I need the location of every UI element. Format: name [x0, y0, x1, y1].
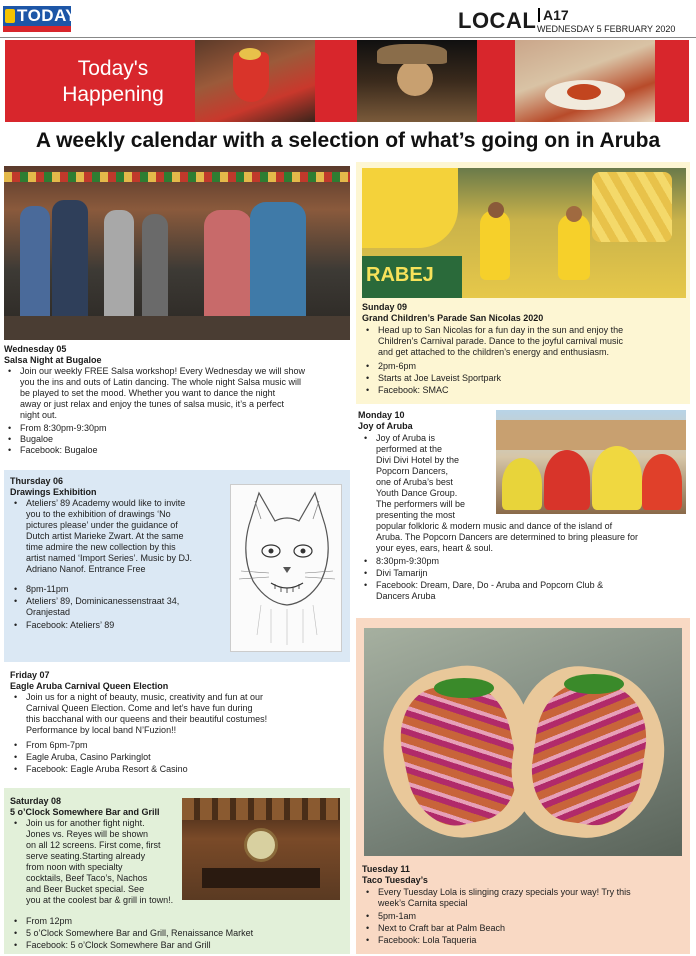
event-day: Tuesday 11	[362, 864, 410, 874]
event-facebook-link[interactable]: • Facebook: 5 o’Clock Somewhere Bar and Grill	[26, 940, 211, 951]
logo-badge-icon	[5, 9, 15, 23]
event-day: Friday 07	[10, 670, 50, 680]
event-time: • 5pm-1am	[378, 911, 416, 922]
event-title: Joy of Aruba	[358, 421, 413, 431]
event-location: • Eagle Aruba, Casino Parkinglot	[26, 752, 151, 763]
event-friday	[4, 664, 350, 786]
photo-popcorn-dancers	[496, 410, 686, 514]
event-wednesday	[4, 166, 350, 468]
page-number: A17	[538, 8, 569, 22]
event-time: • 8:30pm-9:30pm	[376, 556, 439, 567]
event-description: • Joy of Aruba is performed at the Divi Divi Hotel by the Popcorn Dancers, one of Aruba’s best Youth Dance Group. The performers will be presenting the most popular folkloric & modern music and dance of the island of Aruba. The Popcorn Dancers are determined to bring pleasure for your eyes, ears, heart & soul.	[376, 433, 688, 554]
event-title: Grand Children’s Parade San Nicolas 2020	[362, 313, 544, 323]
event-location: • Starts at Joe Laveist Sportpark	[378, 373, 501, 384]
event-location: • Divi Tamarijn	[376, 568, 427, 579]
event-title: Taco Tuesday’s	[362, 875, 428, 885]
photo-tacos	[364, 628, 682, 856]
event-tuesday	[356, 618, 690, 954]
masthead	[0, 0, 696, 38]
banner-photo-food	[515, 40, 655, 122]
banner-title-line1: Today's	[77, 57, 149, 80]
event-day: Saturday 08	[10, 796, 62, 806]
event-saturday	[4, 788, 350, 954]
event-time: • 2pm-6pm	[378, 361, 416, 372]
event-title: 5 o’Clock Somewhere Bar and Grill	[10, 807, 160, 817]
event-day: Wednesday 05	[4, 344, 67, 354]
section-name: LOCAL	[458, 8, 537, 33]
banner-title-line2: Happening	[62, 83, 164, 106]
event-facebook-link[interactable]: • Facebook: Ateliers’ 89	[26, 620, 114, 631]
event-description: • Join our weekly FREE Salsa workshop! Every Wednesday we will show you the ins and outs of Latin dancing. The whole night Salsa music will be played to set the mood. Whether you want to dance the night away or just relax and enjoy the tunes of salsa music, it’s a perfect night out.	[20, 366, 348, 421]
event-facebook-link[interactable]: • Facebook: Eagle Aruba Resort & Casino	[26, 764, 188, 775]
event-location: • Bugaloe	[20, 434, 53, 445]
event-time: • From 8:30pm-9:30pm	[20, 423, 107, 434]
event-facebook-link[interactable]: • Facebook: SMAC	[378, 385, 449, 396]
event-time: • From 6pm-7pm	[26, 740, 88, 751]
photo-salsa-dancers	[4, 166, 350, 340]
event-day: Thursday 06	[10, 476, 64, 486]
event-thursday	[4, 470, 350, 662]
parade-sign-text: RABEJ	[366, 264, 434, 286]
banner-photo-carnival	[357, 40, 477, 122]
event-description: • Every Tuesday Lola is slinging crazy specials your way! Try this week’s Carnita special	[378, 887, 688, 909]
event-facebook-link[interactable]: • Facebook: Lola Taqueria	[378, 935, 476, 946]
event-time: • 8pm-11pm	[26, 584, 68, 595]
event-day: Monday 10	[358, 410, 405, 420]
banner-title	[33, 56, 193, 108]
event-description: • Head up to San Nicolas for a fun day in the sun and enjoy the Children’s Carnival parade. Dance to the joyful carnival music and get attached to the children’s energy and enthusiasm.	[378, 325, 688, 358]
photo-bar-grill	[182, 798, 340, 900]
event-facebook-link[interactable]: • Facebook: Bugaloe	[20, 445, 98, 456]
event-title: Eagle Aruba Carnival Queen Election	[10, 681, 169, 691]
logo-text: TODAY	[3, 6, 71, 26]
cat-sketch-icon	[231, 485, 342, 652]
newspaper-logo[interactable]	[3, 6, 78, 32]
event-day: Sunday 09	[362, 302, 408, 312]
event-location: • 5 o’Clock Somewhere Bar and Grill, Renaissance Market	[26, 928, 253, 939]
event-monday	[356, 406, 690, 616]
photo-childrens-parade	[362, 168, 686, 298]
event-description: • Ateliers’ 89 Academy would like to invite you to the exhibition of drawings ‘No pictures please’ under the guidance of Dutch artist Marieke Zwart. At the same time admire the new collection by this artist named ‘Import Series’. Music by DJ. Adriano Nanof. Entrance Free	[26, 498, 226, 575]
issue-date: WEDNESDAY 5 FEBRUARY 2020	[537, 24, 676, 34]
logo-stripe	[3, 26, 71, 32]
page-headline: A weekly calendar with a selection of what’s going on in Aruba	[35, 129, 661, 152]
event-location: • Ateliers’ 89, Dominicanessenstraat 34, Oranjestad	[26, 596, 226, 618]
event-title: Salsa Night at Bugaloe	[4, 355, 102, 365]
todays-happening-banner	[5, 40, 689, 122]
event-description: • Join us for a night of beauty, music, creativity and fun at our Carnival Queen Election. Come and let’s have fun during this bacchanal with our queens and their beautiful costumes! Performance by local band N’Fuzion!!	[26, 692, 346, 736]
event-sunday	[356, 162, 690, 404]
photo-cat-drawing	[230, 484, 342, 652]
event-title: Drawings Exhibition	[10, 487, 97, 497]
event-facebook-link[interactable]: • Facebook: Dream, Dare, Do - Aruba and Popcorn Club & Dancers Aruba	[376, 580, 686, 602]
event-location: • Next to Craft bar at Palm Beach	[378, 923, 505, 934]
banner-photo-cocktail	[195, 40, 315, 122]
event-time: • From 12pm	[26, 916, 72, 927]
event-description: • Join us for another fight night. Jones vs. Reyes will be shown on all 12 screens. First come, first serve seating.Starting already from noon with specialty cocktails, Beef Taco’s, Nachos and Beer Bucket special. See you at the coolest bar & grill in town!.	[26, 818, 206, 906]
